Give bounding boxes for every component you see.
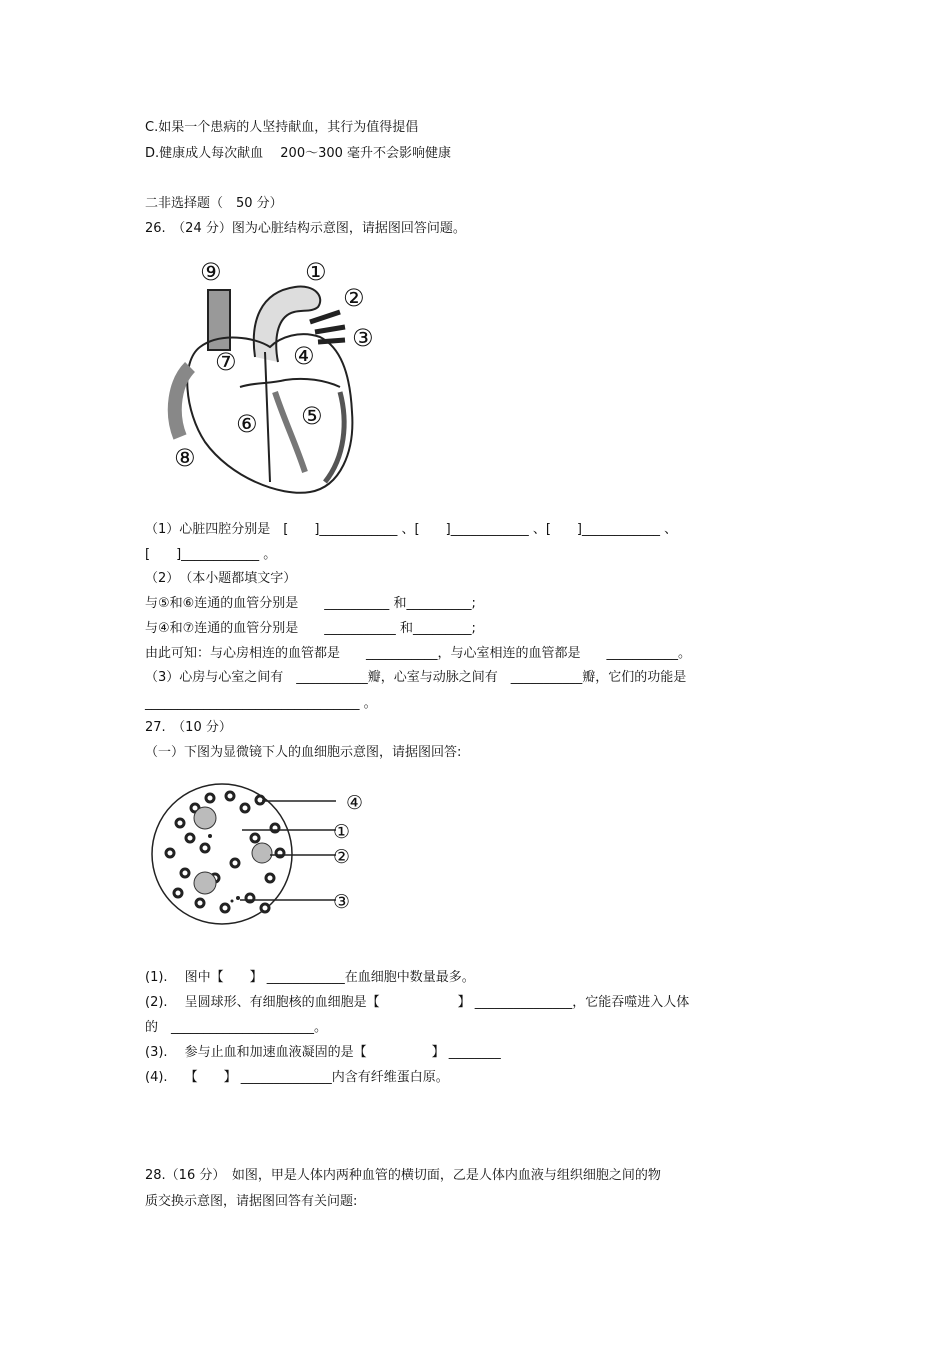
heart-label-3: ③ bbox=[352, 324, 374, 352]
q26-part3-line2: _________________________________ 。 bbox=[145, 696, 377, 711]
q27-item3: (3). 参与止血和加速血液凝固的是【 】 ________ bbox=[145, 1045, 501, 1060]
blood-label-2: ② bbox=[333, 846, 351, 868]
q27-title: 27. （10 分） bbox=[145, 720, 232, 735]
heart-label-8: ⑧ bbox=[174, 444, 196, 472]
q27-item2-line2: 的 ______________________。 bbox=[145, 1020, 328, 1035]
blood-label-3: ③ bbox=[333, 891, 351, 913]
q27-item2-line1: (2). 呈圆球形、有细胞核的血细胞是【 】 _______________，它能吞噬进入人体 bbox=[145, 995, 690, 1010]
heart-label-6: ⑥ bbox=[236, 410, 258, 438]
q26-part1-line2: [ ]____________ 。 bbox=[145, 547, 277, 562]
q27-item1: (1). 图中【 】 ____________在血细胞中数量最多。 bbox=[145, 970, 475, 985]
heart-label-5: ⑤ bbox=[301, 402, 323, 430]
q27-item4: (4). 【 】 ______________内含有纤维蛋白原。 bbox=[145, 1070, 449, 1085]
blood-label-4: ④ bbox=[346, 792, 364, 814]
q28-line1: 28.（16 分） 如图，甲是人体内两种血管的横切面，乙是人体内血液与组织细胞之间的物 bbox=[145, 1168, 661, 1183]
blood-cell-diagram bbox=[150, 778, 385, 933]
q26-part1-line1: （1）心脏四腔分别是 [ ]____________ 、[ ]____________ 、[ ]____________ 、 bbox=[145, 522, 678, 537]
q28-line2: 质交换示意图，请据图回答有关问题: bbox=[145, 1194, 358, 1209]
q26-part3-line1: （3）心房与心室之间有 ___________瓣，心室与动脉之间有 ___________瓣，它们的功能是 bbox=[145, 670, 687, 685]
option-d: D.健康成人每次献血 200～300 毫升不会影响健康 bbox=[145, 146, 452, 161]
q27-intro: （一）下图为显微镜下人的血细胞示意图，请据图回答: bbox=[145, 745, 462, 760]
q26-part2-line3: 由此可知：与心房相连的血管都是 ___________，与心室相连的血管都是 ___________。 bbox=[145, 646, 692, 661]
heart-label-7: ⑦ bbox=[215, 348, 237, 376]
heart-label-9: ⑨ bbox=[200, 258, 222, 286]
option-c: C.如果一个患病的人坚持献血，其行为值得提倡 bbox=[145, 120, 419, 135]
q26-part2-line2: 与④和⑦连通的血管分别是 ___________ 和_________; bbox=[145, 621, 476, 636]
heart-label-1: ① bbox=[305, 258, 327, 286]
q26-part2-line1: 与⑤和⑥连通的血管分别是 __________ 和__________; bbox=[145, 596, 476, 611]
heart-label-2: ② bbox=[343, 284, 365, 312]
blood-label-1: ① bbox=[333, 821, 351, 843]
q26-part2-heading: （2） （本小题都填文字） bbox=[145, 571, 297, 586]
q26-title: 26. （24 分）图为心脏结构示意图，请据图回答问题。 bbox=[145, 221, 466, 236]
heart-diagram bbox=[160, 252, 395, 502]
section-heading: 二非选择题（ 50 分） bbox=[145, 196, 283, 211]
heart-label-4: ④ bbox=[293, 342, 315, 370]
